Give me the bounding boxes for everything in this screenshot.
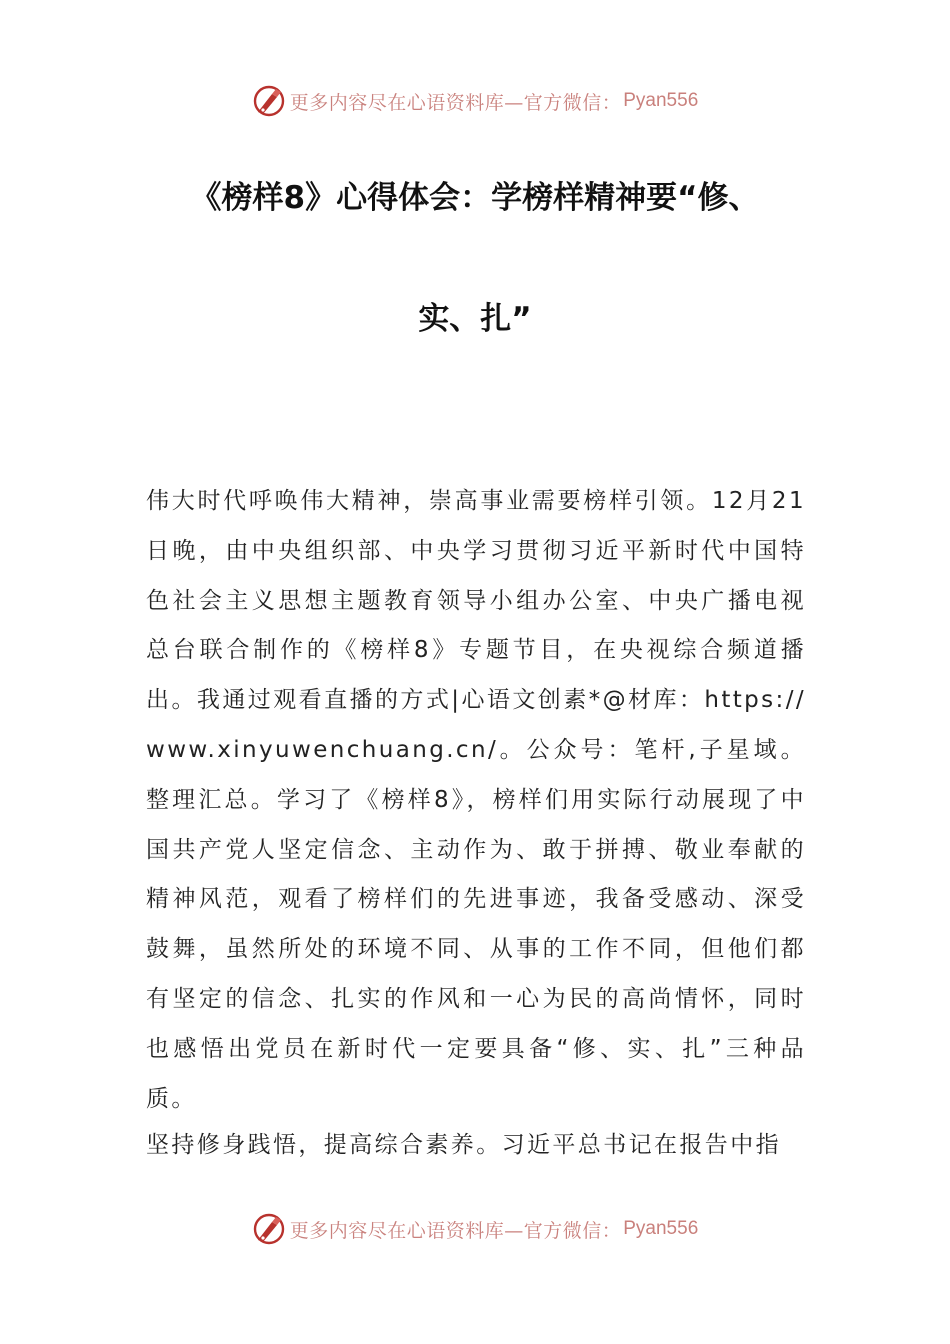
body-paragraph-2: 坚持修身践悟，提高综合素养。习近平总书记在报告中指 xyxy=(146,1132,781,1158)
banner-text: 更多内容尽在心语资料库—官方微信： xyxy=(289,91,622,114)
banner-wechat-id: Pyan556 xyxy=(623,1218,699,1239)
banner-wechat-id: Pyan556 xyxy=(623,90,699,111)
document-title-line-1: 《榜样8》心得体会：学榜样精神要“修、 xyxy=(190,180,760,216)
banner-text: 更多内容尽在心语资料库—官方微信： xyxy=(289,1219,622,1242)
footer-banner xyxy=(0,1212,950,1246)
pen-nib-logo-icon xyxy=(252,1212,286,1246)
body-paragraph-1: 伟大时代呼唤伟大精神，崇高事业需要榜样引领。12月21日晚，由中央组织部、中央学习贯彻习近平新时代中国特色社会主义思想主题教育领导小组办公室、中央广播电视总台联合制作的《榜样8》专题节目，在央视综合频道播出。我通过观看直播的方式|心语文创素*@材库：https://www.xinyuwenchuang.cn/。公众号：笔杆,子星域。整理汇总。学习了《榜样8》，榜样们用实际行动展现了中国共产党人坚定信念、主动作为、敢于拼搏、敬业奉献的精神风范，观看了榜样们的先进事迹，我备受感动、深受鼓舞，虽然所处的环境不同、从事的工作不同，但他们都有坚定的信念、扎实的作风和一心为民的高尚情怀，同时也感悟出党员在新时代一定要具备“修、实、扎”三种品质。 xyxy=(146,488,806,1112)
document-title-line-2: 实、扎” xyxy=(418,301,532,337)
header-banner xyxy=(0,84,950,118)
pen-nib-logo-icon xyxy=(252,84,286,118)
